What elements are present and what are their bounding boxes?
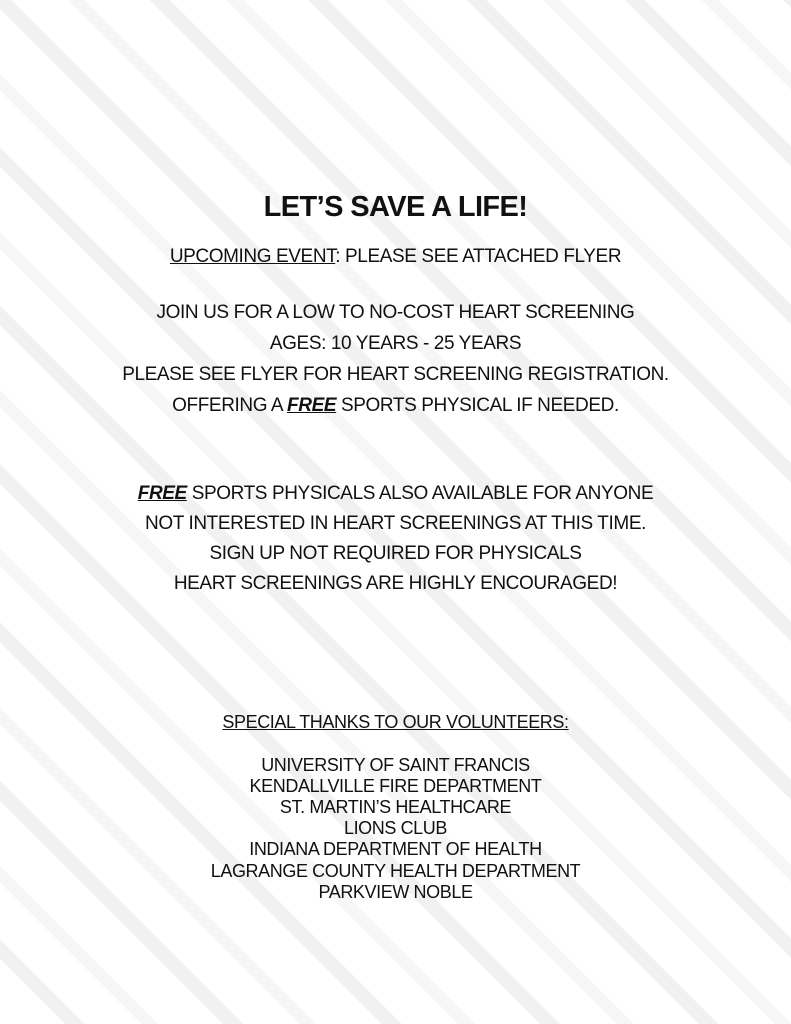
screening-ages-line: AGES: 10 YEARS - 25 YEARS	[269, 333, 522, 354]
volunteer-item: PARKVIEW NOBLE	[318, 882, 473, 902]
volunteer-item: UNIVERSITY OF SAINT FRANCIS	[261, 755, 530, 775]
upcoming-event-text: : PLEASE SEE ATTACHED FLYER	[335, 246, 622, 267]
page-title: LET’S SAVE A LIFE!	[263, 191, 528, 223]
volunteer-item: LAGRANGE COUNTY HEALTH DEPARTMENT	[210, 861, 581, 881]
physicals-line-4: HEART SCREENINGS ARE HIGHLY ENCOURAGED!	[173, 573, 618, 594]
screening-line-1: JOIN US FOR A LOW TO NO-COST HEART SCREENING	[156, 302, 635, 323]
free-emphasis: FREE	[287, 395, 337, 416]
physicals-line-2: NOT INTERESTED IN HEART SCREENINGS AT THIS TIME.	[145, 513, 646, 534]
volunteer-item: INDIANA DEPARTMENT OF HEALTH	[249, 839, 542, 859]
screening-physical-line	[0, 394, 791, 418]
physicals-line-3: SIGN UP NOT REQUIRED FOR PHYSICALS	[209, 543, 582, 564]
physicals-line-1-suffix: SPORTS PHYSICALS ALSO AVAILABLE FOR ANYONE	[186, 483, 654, 504]
physicals-line-1	[0, 482, 791, 506]
upcoming-event-label: UPCOMING EVENT	[169, 246, 336, 267]
volunteer-item: LIONS CLUB	[343, 818, 448, 838]
screening-physical-suffix: SPORTS PHYSICAL IF NEEDED.	[336, 395, 619, 416]
screening-physical-prefix: OFFERING A	[172, 395, 288, 416]
volunteer-item: KENDALLVILLE FIRE DEPARTMENT	[249, 776, 542, 796]
upcoming-event-line	[0, 245, 791, 269]
screening-registration-line: PLEASE SEE FLYER FOR HEART SCREENING REGISTRATION.	[122, 364, 669, 385]
volunteers-heading: SPECIAL THANKS TO OUR VOLUNTEERS:	[222, 712, 569, 732]
volunteer-item: ST. MARTIN’S HEALTHCARE	[279, 797, 512, 817]
free-emphasis: FREE	[137, 483, 187, 504]
